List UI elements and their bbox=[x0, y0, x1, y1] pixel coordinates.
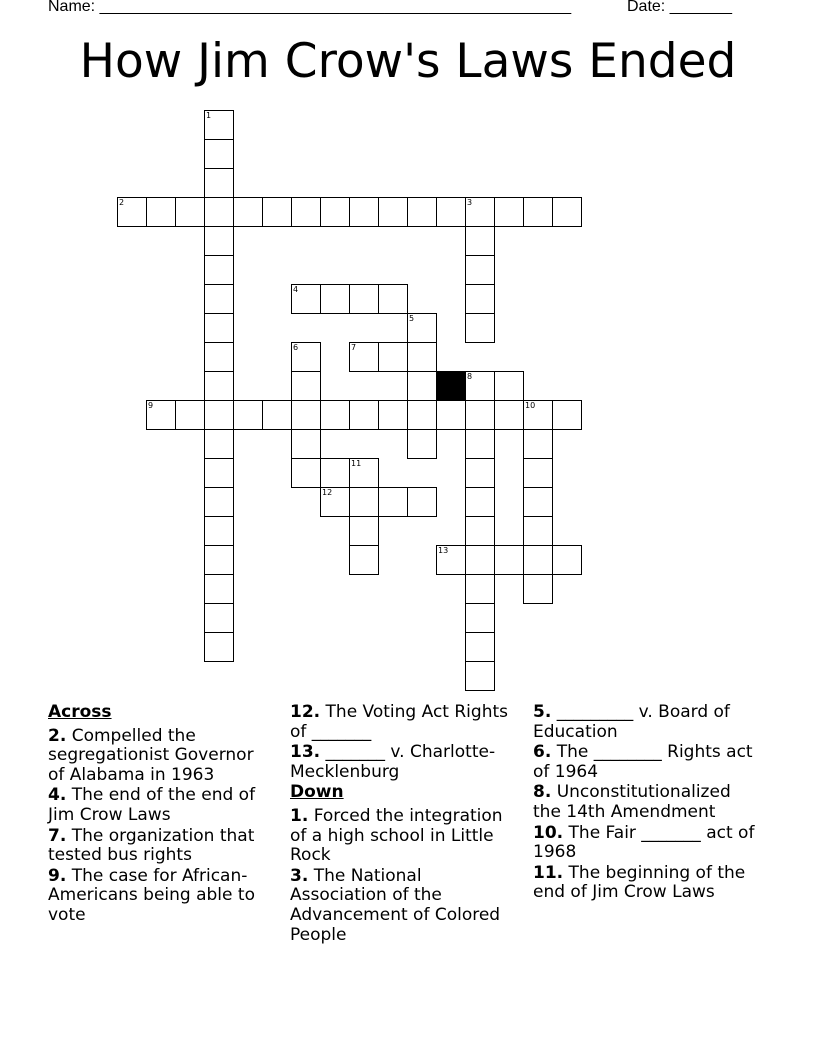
crossword-cell[interactable] bbox=[320, 284, 350, 314]
clue-number: 8. bbox=[533, 782, 552, 803]
crossword-cell[interactable] bbox=[494, 400, 524, 430]
clues-column-3 bbox=[533, 703, 763, 904]
crossword-cell[interactable] bbox=[204, 342, 234, 372]
name-field: Name: _____________________________________________________ bbox=[48, 0, 572, 15]
crossword-cell[interactable] bbox=[204, 226, 234, 256]
crossword-cell[interactable] bbox=[291, 429, 321, 459]
clue-number: 12. bbox=[290, 702, 321, 722]
clue-text: The end of the end of Jim Crow Laws bbox=[48, 785, 256, 825]
crossword-cell[interactable] bbox=[465, 429, 495, 459]
crossword-cell[interactable] bbox=[204, 458, 234, 488]
crossword-cell[interactable] bbox=[465, 632, 495, 662]
crossword-cell[interactable] bbox=[204, 255, 234, 285]
crossword-cell[interactable] bbox=[465, 284, 495, 314]
clue-across-13 bbox=[290, 743, 515, 782]
crossword-cell[interactable] bbox=[204, 545, 234, 575]
crossword-cell[interactable] bbox=[523, 487, 553, 517]
crossword-cell[interactable] bbox=[407, 342, 437, 372]
page-title: How Jim Crow's Laws Ended bbox=[79, 34, 737, 89]
clue-text: The National Association of the Advancement of Colored People bbox=[290, 865, 501, 945]
clue-number: 1. bbox=[290, 805, 309, 826]
crossword-cell[interactable] bbox=[204, 139, 234, 169]
crossword-cell[interactable] bbox=[378, 400, 408, 430]
crossword-cell[interactable] bbox=[320, 458, 350, 488]
crossword-cell[interactable] bbox=[262, 400, 292, 430]
crossword-cell[interactable] bbox=[407, 371, 437, 401]
clue-number: 7. bbox=[48, 825, 67, 846]
clue-text: The case for African-Americans being able to vote bbox=[48, 865, 255, 925]
cell-number-8: 8 bbox=[467, 372, 473, 381]
crossword-cell[interactable] bbox=[465, 400, 495, 430]
crossword-cell[interactable] bbox=[320, 197, 350, 227]
clue-number: 10. bbox=[533, 822, 564, 843]
clue-number: 3. bbox=[290, 865, 309, 886]
cell-number-9: 9 bbox=[148, 401, 154, 410]
black-square bbox=[436, 371, 466, 401]
crossword-cell[interactable] bbox=[291, 371, 321, 401]
crossword-cell[interactable] bbox=[349, 487, 379, 517]
crossword-cell[interactable] bbox=[407, 487, 437, 517]
cell-number-11: 11 bbox=[351, 459, 362, 468]
crossword-cell[interactable] bbox=[233, 197, 263, 227]
crossword-cell[interactable] bbox=[465, 313, 495, 343]
clue-text: _________ v. Board of Education bbox=[533, 702, 730, 742]
crossword-cell[interactable] bbox=[204, 574, 234, 604]
clue-across-4 bbox=[48, 786, 273, 825]
crossword-cell[interactable] bbox=[349, 284, 379, 314]
crossword-cell[interactable] bbox=[291, 197, 321, 227]
clue-text: Forced the integration of a high school in Little Rock bbox=[290, 805, 503, 866]
crossword-cell[interactable] bbox=[262, 197, 292, 227]
crossword-cell[interactable] bbox=[378, 487, 408, 517]
crossword-cell[interactable] bbox=[552, 197, 582, 227]
clue-down-3 bbox=[290, 867, 515, 945]
clue-text: The Fair _______ act of 1968 bbox=[533, 822, 755, 863]
crossword-cell[interactable] bbox=[233, 400, 263, 430]
cell-number-10: 10 bbox=[525, 401, 536, 410]
clue-number: 4. bbox=[48, 785, 67, 806]
crossword-cell[interactable] bbox=[349, 400, 379, 430]
crossword-cell[interactable] bbox=[349, 545, 379, 575]
crossword-cell[interactable] bbox=[494, 545, 524, 575]
crossword-cell[interactable] bbox=[465, 545, 495, 575]
date-field: Date: _______ bbox=[627, 0, 732, 15]
crossword-cell[interactable] bbox=[523, 574, 553, 604]
crossword-cell[interactable] bbox=[465, 226, 495, 256]
crossword-cell[interactable] bbox=[204, 284, 234, 314]
down-heading: Down bbox=[290, 782, 344, 803]
crossword-cell[interactable] bbox=[204, 400, 234, 430]
clue-down-1 bbox=[290, 807, 515, 866]
clue-text: The ________ Rights act of 1964 bbox=[533, 742, 753, 782]
crossword-cell[interactable] bbox=[465, 574, 495, 604]
crossword-cell[interactable] bbox=[494, 371, 524, 401]
crossword-cell[interactable] bbox=[204, 168, 234, 198]
crossword-cell[interactable] bbox=[146, 197, 176, 227]
clue-number: 6. bbox=[533, 742, 552, 763]
clue-down-11 bbox=[533, 864, 763, 903]
clue-number: 5. bbox=[533, 702, 552, 722]
clue-down-6 bbox=[533, 743, 763, 782]
crossword-cell[interactable] bbox=[494, 197, 524, 227]
clue-text: Unconstitutionalized the 14th Amendment bbox=[533, 782, 731, 822]
cell-number-12: 12 bbox=[322, 488, 333, 497]
crossword-cell[interactable] bbox=[204, 632, 234, 662]
crossword-cell[interactable] bbox=[175, 197, 205, 227]
cell-number-5: 5 bbox=[409, 314, 415, 323]
crossword-cell[interactable] bbox=[436, 197, 466, 227]
across-heading: Across bbox=[48, 702, 112, 722]
clue-across-2 bbox=[48, 727, 273, 786]
cell-number-3: 3 bbox=[467, 198, 473, 207]
crossword-cell[interactable] bbox=[523, 545, 553, 575]
clues-column-1 bbox=[48, 703, 273, 927]
crossword-cell[interactable] bbox=[349, 516, 379, 546]
clue-number: 9. bbox=[48, 865, 67, 886]
crossword-cell[interactable] bbox=[523, 516, 553, 546]
cell-number-1: 1 bbox=[206, 111, 212, 120]
clue-text: The beginning of the end of Jim Crow Laws bbox=[533, 862, 746, 903]
crossword-cell[interactable] bbox=[465, 487, 495, 517]
crossword-cell[interactable] bbox=[407, 429, 437, 459]
clue-number: 13. bbox=[290, 742, 321, 763]
crossword-cell[interactable] bbox=[407, 400, 437, 430]
clue-down-10 bbox=[533, 824, 763, 863]
cell-number-7: 7 bbox=[351, 343, 357, 352]
crossword-cell[interactable] bbox=[204, 516, 234, 546]
cell-number-13: 13 bbox=[438, 546, 449, 555]
crossword-cell[interactable] bbox=[523, 197, 553, 227]
crossword-cell[interactable] bbox=[175, 400, 205, 430]
crossword-cell[interactable] bbox=[291, 458, 321, 488]
crossword-cell[interactable] bbox=[465, 255, 495, 285]
crossword-cell[interactable] bbox=[204, 487, 234, 517]
crossword-cell[interactable] bbox=[552, 545, 582, 575]
crossword-cell[interactable] bbox=[320, 400, 350, 430]
crossword-cell[interactable] bbox=[291, 400, 321, 430]
crossword-cell[interactable] bbox=[204, 429, 234, 459]
crossword-cell[interactable] bbox=[465, 458, 495, 488]
crossword-cell[interactable] bbox=[523, 458, 553, 488]
crossword-cell[interactable] bbox=[465, 661, 495, 691]
crossword-cell[interactable] bbox=[204, 197, 234, 227]
crossword-cell[interactable] bbox=[407, 197, 437, 227]
clue-across-9 bbox=[48, 867, 273, 926]
clues-column-2 bbox=[290, 703, 515, 946]
crossword-cell[interactable] bbox=[523, 429, 553, 459]
clue-number: 11. bbox=[533, 862, 564, 883]
crossword-cell[interactable] bbox=[378, 197, 408, 227]
clue-down-5 bbox=[533, 703, 763, 742]
crossword-cell[interactable] bbox=[378, 342, 408, 372]
crossword-cell[interactable] bbox=[465, 516, 495, 546]
clue-across-7 bbox=[48, 827, 273, 866]
cell-number-6: 6 bbox=[293, 343, 299, 352]
crossword-cell[interactable] bbox=[465, 603, 495, 633]
cell-number-4: 4 bbox=[293, 285, 299, 294]
clue-text: _______ v. Charlotte-Mecklenburg bbox=[290, 742, 496, 782]
crossword-cell[interactable] bbox=[204, 371, 234, 401]
crossword-cell[interactable] bbox=[204, 603, 234, 633]
crossword-cell[interactable] bbox=[349, 197, 379, 227]
crossword-cell[interactable] bbox=[378, 284, 408, 314]
clue-across-12 bbox=[290, 703, 515, 742]
clue-number: 2. bbox=[48, 725, 67, 746]
clue-down-8 bbox=[533, 783, 763, 822]
clue-text: The Voting Act Rights of _______ bbox=[290, 702, 508, 742]
crossword-cell[interactable] bbox=[204, 313, 234, 343]
cell-number-2: 2 bbox=[119, 198, 125, 207]
crossword-cell[interactable] bbox=[552, 400, 582, 430]
crossword-cell[interactable] bbox=[436, 400, 466, 430]
clue-text: Compelled the segregationist Governor of Alabama in 1963 bbox=[48, 725, 254, 785]
clue-text: The organization that tested bus rights bbox=[48, 825, 255, 866]
